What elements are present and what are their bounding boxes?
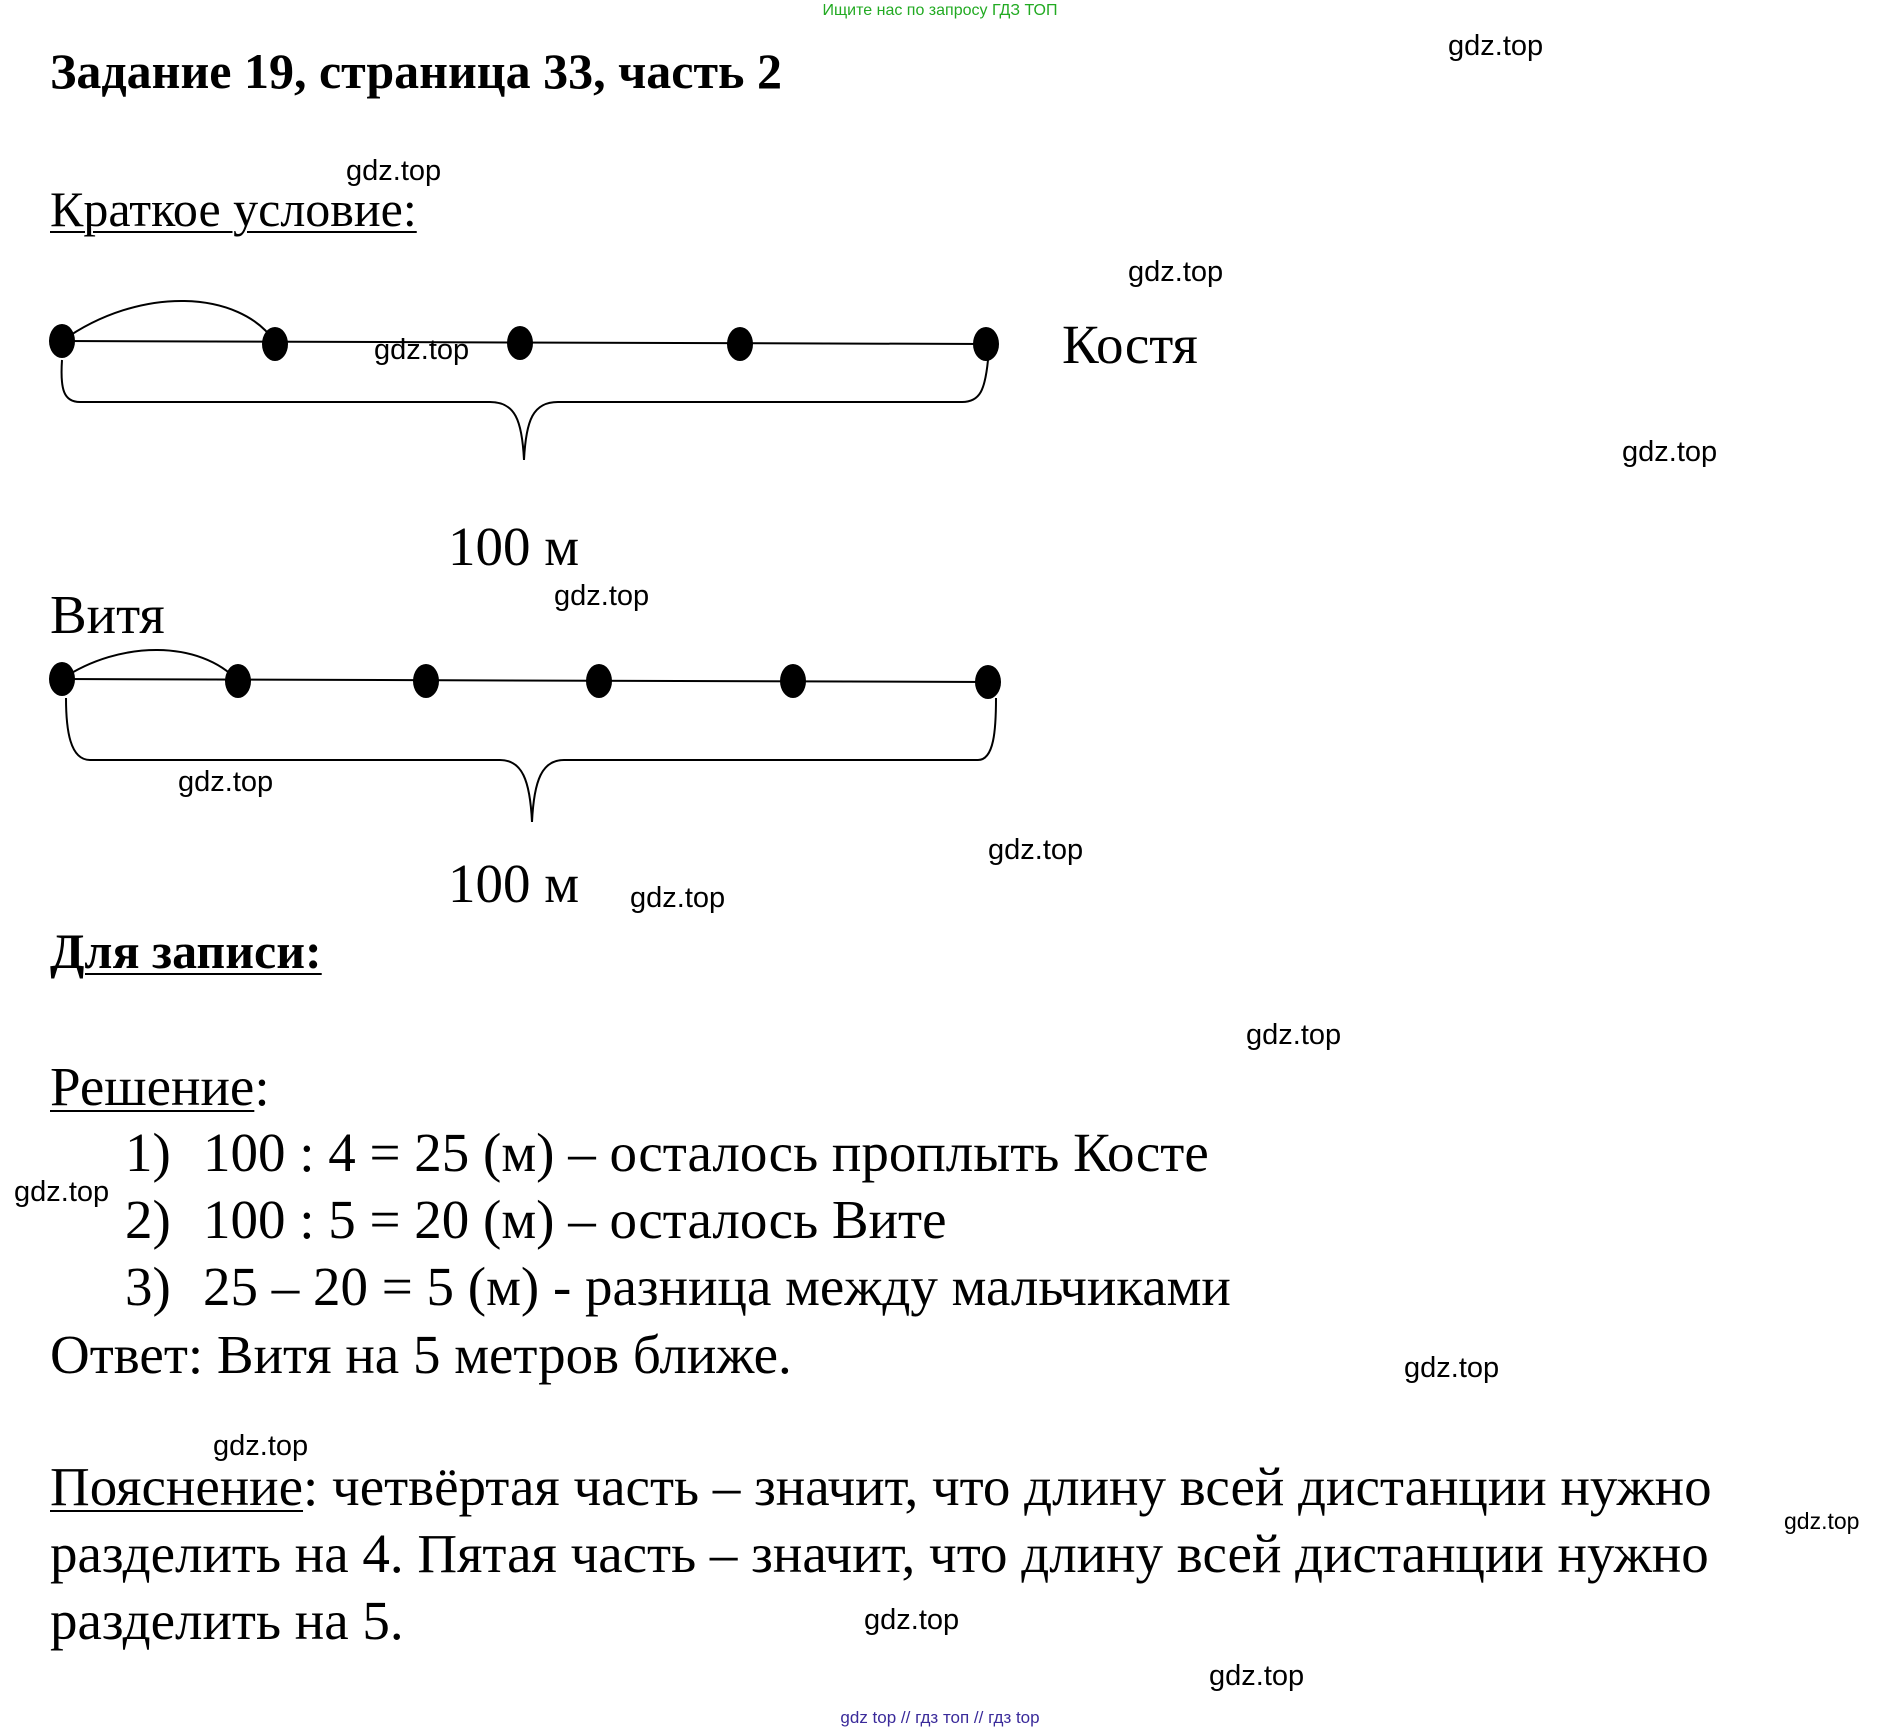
watermark: gdz.top — [1128, 256, 1224, 288]
kostya-point — [727, 327, 753, 361]
step-text: 100 : 4 = 25 (м) – осталось проплыть Косте — [203, 1122, 1209, 1183]
watermark: gdz.top — [1209, 1660, 1305, 1692]
vitya-point — [225, 664, 251, 698]
kostya-point — [49, 324, 75, 358]
condition-heading: Краткое условие: — [50, 181, 417, 237]
solution-heading-text: Решение — [50, 1056, 255, 1117]
step-number: 3) — [125, 1256, 171, 1317]
kostya-brace — [62, 360, 988, 460]
watermark: gdz.top — [630, 882, 726, 914]
kostya-diagram — [62, 301, 988, 460]
solution-heading — [50, 1055, 270, 1118]
vitya-point — [975, 665, 1001, 699]
page-title: Задание 19, страница 33, часть 2 — [50, 43, 782, 99]
footer-links[interactable]: gdz top // гдз топ // гдз top — [840, 1708, 1040, 1727]
step-text: 100 : 5 = 20 (м) – осталось Вите — [203, 1189, 947, 1250]
watermark: gdz.top — [1784, 1508, 1860, 1534]
vitya-point — [780, 664, 806, 698]
vitya-point — [413, 664, 439, 698]
vitya-label: Витя — [50, 584, 165, 645]
kostya-point — [262, 327, 288, 361]
solution-step — [125, 1121, 1209, 1184]
explanation-text: : четвёртая часть – значит, что длину всей дистанции нужно — [303, 1456, 1712, 1517]
watermark: gdz.top — [1404, 1352, 1500, 1384]
vitya-point — [586, 664, 612, 698]
step-number: 1) — [125, 1122, 171, 1183]
solution-heading-colon: : — [254, 1056, 270, 1117]
watermark: gdz.top — [1622, 436, 1718, 468]
explanation-line: разделить на 5. — [50, 1590, 404, 1651]
kostya-label: Костя — [1062, 314, 1198, 375]
record-heading: Для записи: — [50, 923, 322, 979]
explanation-line — [50, 1455, 1712, 1518]
vitya-line — [62, 679, 988, 682]
watermark: gdz.top — [988, 834, 1084, 866]
watermark: gdz.top — [213, 1430, 309, 1462]
solution-step — [125, 1255, 1231, 1318]
kostya-point — [507, 326, 533, 360]
watermark: gdz.top — [14, 1176, 110, 1208]
vitya-arc — [62, 650, 238, 681]
explanation-line: разделить на 4. Пятая часть – значит, что длину всей дистанции нужно — [50, 1523, 1709, 1584]
answer-line: Ответ: Витя на 5 метров ближе. — [50, 1324, 792, 1385]
explanation-heading: Пояснение — [50, 1456, 304, 1517]
kostya-distance: 100 м — [448, 516, 580, 577]
watermark: gdz.top — [374, 334, 470, 366]
step-number: 2) — [125, 1189, 171, 1250]
vitya-brace — [66, 698, 996, 822]
watermark: gdz.top — [554, 580, 650, 612]
watermark: gdz.top — [1246, 1019, 1342, 1051]
watermark: gdz.top — [346, 155, 442, 187]
kostya-arc — [62, 301, 275, 342]
top-banner[interactable]: Ищите нас по запросу ГДЗ ТОП — [822, 2, 1058, 19]
solution-step — [125, 1188, 947, 1251]
watermark: gdz.top — [178, 766, 274, 798]
vitya-distance: 100 м — [448, 853, 580, 914]
step-text: 25 – 20 = 5 (м) - разница между мальчиками — [203, 1256, 1231, 1317]
vitya-point — [49, 662, 75, 696]
watermark: gdz.top — [1448, 30, 1544, 62]
kostya-point — [973, 327, 999, 361]
watermark: gdz.top — [864, 1604, 960, 1636]
